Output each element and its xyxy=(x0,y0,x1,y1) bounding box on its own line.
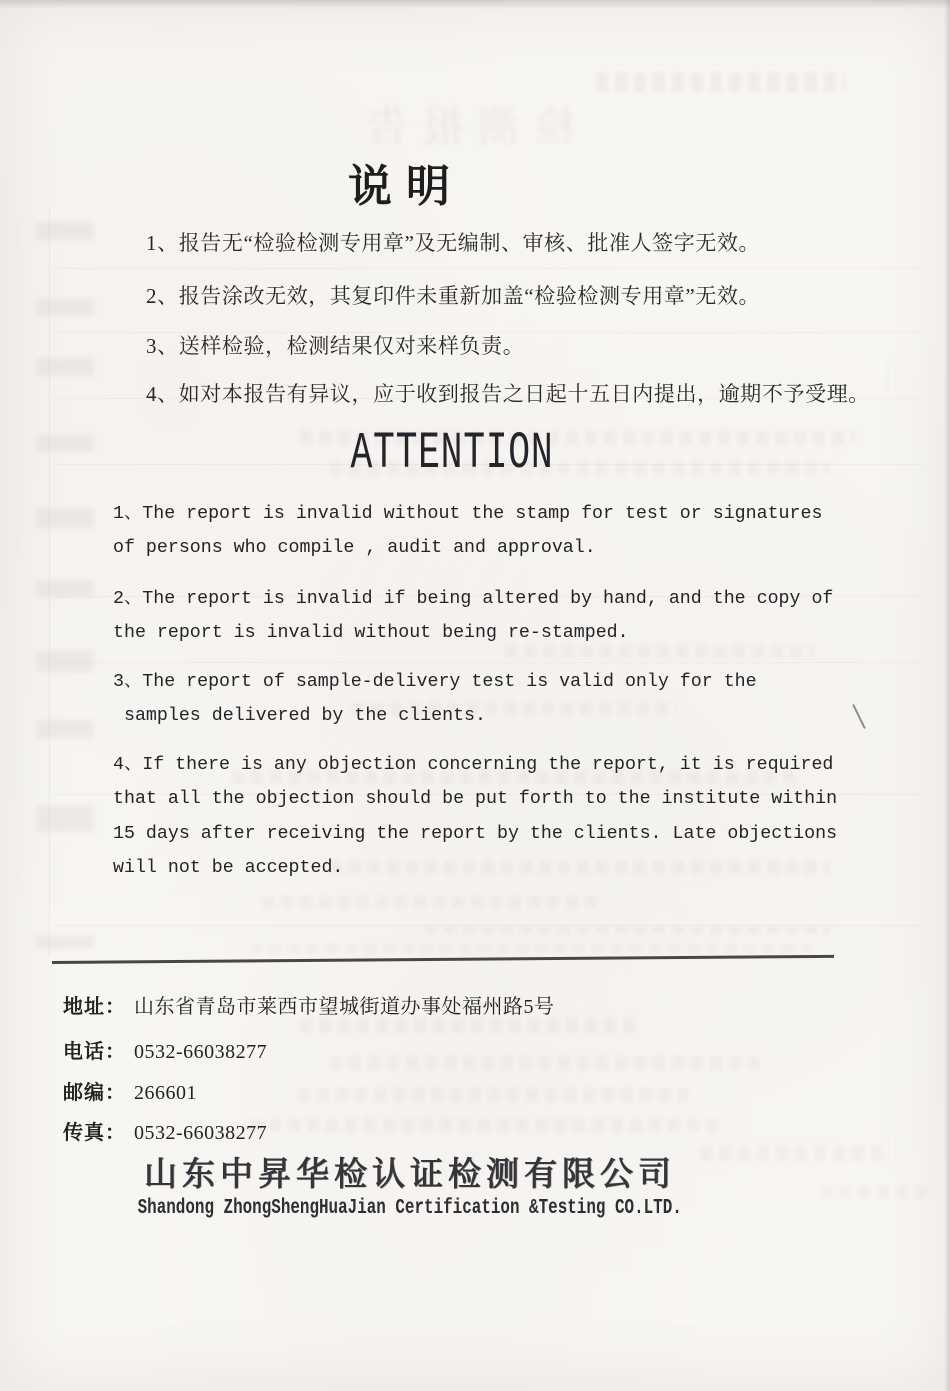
bleedthrough-artifact xyxy=(36,358,94,376)
contact-postcode-row xyxy=(63,1076,197,1105)
en-notice-line: 2、The report is invalid if being altered by hand, and the copy of xyxy=(113,589,834,609)
en-notice-line: 1、The report is invalid without the stamp for test or signatures xyxy=(113,504,823,524)
bleedthrough-artifact xyxy=(330,1056,760,1070)
en-notice-line: 3、The report of sample-delivery test is valid only for the xyxy=(113,672,757,692)
contact-postcode-value: 266601 xyxy=(134,1082,197,1104)
bleedthrough-table-line xyxy=(55,662,923,663)
contact-address-label: 地址： xyxy=(63,996,126,1018)
footer-divider xyxy=(52,955,834,964)
bleedthrough-artifact xyxy=(596,72,846,92)
contact-phone-value: 0532-66038277 xyxy=(134,1041,268,1063)
scan-edge-shadow xyxy=(944,0,950,1391)
en-notice-item-3 xyxy=(113,665,757,734)
contact-address-row xyxy=(63,990,555,1019)
bleedthrough-table-line xyxy=(55,268,923,269)
company-name-en xyxy=(0,1196,820,1220)
company-name-en-text: Shandong ZhongShengHuaJian Certification &Testing CO.LTD. xyxy=(137,1196,683,1220)
cn-notice-item-1: 1、报告无“检验检测专用章”及无编制、审核、批准人签字无效。 xyxy=(146,231,761,255)
notice-title-cn: 说明 xyxy=(348,162,464,211)
bleedthrough-artifact xyxy=(36,720,94,738)
bleedthrough-artifact xyxy=(36,222,94,240)
en-notice-line: of persons who compile , audit and approval. xyxy=(113,538,596,559)
en-notice-line: the report is invalid without being re-stamped. xyxy=(113,623,629,644)
bleedthrough-table-line xyxy=(55,925,923,926)
notice-title-en-text: ATTENTION xyxy=(350,424,554,483)
bleedthrough-artifact xyxy=(250,944,810,953)
en-notice-item-2 xyxy=(113,582,833,651)
cn-notice-item-4: 4、如对本报告有异议，应于收到报告之日起十五日内提出，逾期不予受理。 xyxy=(146,382,870,406)
en-notice-item-1 xyxy=(113,497,822,566)
contact-fax-row xyxy=(63,1116,267,1145)
bleedthrough-artifact xyxy=(36,580,94,598)
cn-notice-item-2: 2、报告涂改无效，其复印件未重新加盖“检验检测专用章”无效。 xyxy=(146,284,761,308)
bleedthrough-artifact xyxy=(36,298,94,316)
contact-fax-value: 0532-66038277 xyxy=(134,1122,268,1144)
bleedthrough-reverse-title: 检测报告 xyxy=(351,105,576,151)
bleedthrough-artifact xyxy=(36,650,94,672)
contact-phone-row xyxy=(63,1035,267,1064)
bleedthrough-table-border xyxy=(49,208,50,956)
bleedthrough-artifact xyxy=(262,896,597,908)
bleedthrough-artifact xyxy=(36,935,94,949)
bleedthrough-artifact xyxy=(298,1088,688,1102)
en-notice-line: that all the objection should be put forth to the institute within xyxy=(113,789,838,810)
en-notice-line: 15 days after receiving the report by the clients. Late objections xyxy=(113,823,838,844)
bleedthrough-artifact xyxy=(36,806,94,832)
contact-phone-label: 电话： xyxy=(63,1041,126,1063)
bleedthrough-artifact xyxy=(425,927,830,933)
en-notice-line: samples delivered by the clients. xyxy=(113,706,486,727)
company-name-cn: 山东中昇华检认证检测有限公司 xyxy=(144,1157,676,1193)
pen-mark xyxy=(852,704,866,729)
bleedthrough-artifact xyxy=(36,508,94,528)
bleedthrough-artifact xyxy=(250,1118,720,1132)
contact-address-value: 山东省青岛市莱西市望城街道办事处福州路5号 xyxy=(134,996,555,1018)
en-notice-item-4 xyxy=(113,748,837,886)
en-notice-line: 4、If there is any objection concerning the report, it is required xyxy=(113,755,834,775)
contact-postcode-label: 邮编： xyxy=(63,1082,126,1104)
cn-notice-item-3: 3、送样检验，检测结果仅对来样负责。 xyxy=(146,334,525,358)
bleedthrough-artifact xyxy=(300,1018,640,1033)
en-notice-line: will not be accepted. xyxy=(113,858,344,879)
bleedthrough-artifact xyxy=(820,1185,930,1199)
contact-fax-label: 传真： xyxy=(63,1122,126,1144)
notice-title-en xyxy=(0,424,904,483)
